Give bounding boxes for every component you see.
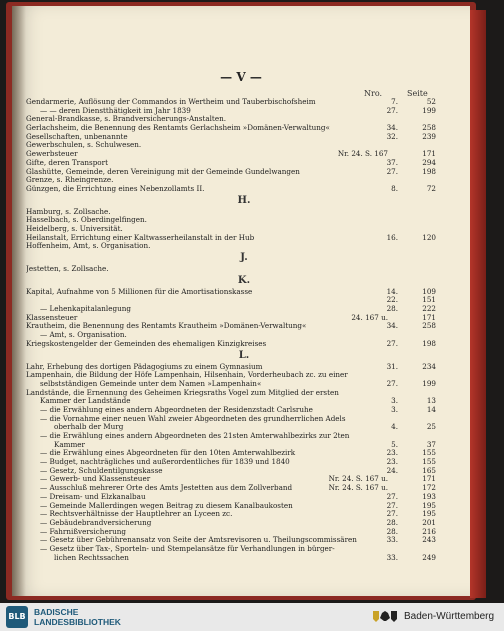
index-entry: [26, 554, 462, 563]
library-name-line2: LANDESBIBLIOTHEK: [34, 617, 121, 627]
entry-text: Lampenhain, die Bildung der Höfe Lampenhain, Hilsenhain, Vorderheubach zc. zu einer: [26, 371, 348, 380]
entry-text: — Gesetz über Gebührenansatz von Seite der Amtsrevisoren u. Theilungscommissären: [40, 536, 357, 545]
entry-number: 7.: [391, 97, 398, 106]
entry-number: 33.: [386, 535, 398, 545]
entry-text: Landstände, die Ernennung des Geheimen Kriegsraths Vogel zum Mitglied der ersten: [26, 388, 339, 397]
entry-text: Kammer: [54, 440, 85, 449]
entry-page: 13: [426, 396, 436, 406]
entry-page: 72: [426, 183, 436, 193]
index-entry: [26, 234, 462, 243]
entry-page: 155: [422, 457, 436, 467]
entry-page: 193: [422, 491, 436, 501]
section-letter: K.: [237, 274, 251, 286]
entry-text: Glashütte, Gemeinde, deren Vereinigung mit der Gemeinde Gundelwangen: [26, 167, 300, 176]
index-entry: [26, 340, 462, 349]
entry-text: — Dreisam- und Elzkanalbau: [40, 492, 146, 501]
index-entry: [26, 208, 462, 217]
entry-page: 14: [426, 404, 436, 414]
entry-text: Hasselbach, s. Oberdingelfingen.: [26, 216, 147, 225]
entry-page: 199: [422, 105, 436, 115]
library-name-line1: BADISCHE: [34, 607, 79, 617]
entry-page: 198: [422, 166, 436, 176]
entry-text: Gesellschaften, unbenannte: [26, 132, 128, 141]
library-name[interactable]: [34, 607, 121, 627]
entry-page: 258: [422, 321, 436, 331]
entry-number: 3.: [391, 404, 398, 414]
entry-text: — Gemeinde Mallerdingen wegen Beitrag zu diesem Kanalbaukosten: [40, 501, 293, 510]
index-entry: [26, 107, 462, 116]
entry-page: 239: [422, 131, 436, 141]
entry-text: — die Erwählung eines Abgeordneten für den 10ten Ämterwahlbezirk: [40, 449, 296, 458]
entry-text: — Budget, nachträgliches und außerordentliches für 1839 und 1840: [40, 458, 290, 467]
section-letter: L.: [238, 349, 250, 361]
entry-text: Jestetten, s. Zollsache.: [26, 265, 109, 273]
entry-reference: Nr. 24. S. 167: [337, 149, 388, 159]
entry-number: 14.: [386, 286, 398, 296]
entry-page: 294: [422, 157, 436, 167]
index-entry: [26, 380, 462, 389]
entry-number: 27.: [386, 509, 398, 519]
entry-text: Günzgen, die Errichtung eines Nebenzollamts II.: [26, 184, 205, 193]
entry-number: 32.: [386, 131, 398, 141]
entry-page: 222: [422, 304, 436, 314]
index-entry: [26, 363, 462, 372]
entry-page: 201: [422, 517, 436, 527]
entry-text: — Gewerb- und Klassensteuer: [40, 475, 151, 484]
entry-text: — Ausschluß mehrerer Orte des Amts Jestetten aus dem Zollverband: [40, 484, 293, 493]
entry-number: 24.: [386, 465, 398, 475]
entry-number: 8.: [391, 183, 398, 193]
book-page: [12, 6, 470, 596]
state-name[interactable]: Baden-Württemberg: [404, 611, 495, 622]
entry-text: — die Erwählung eines andern Abgeordneten des 21sten Ämterwahlbezirks zur 2ten: [40, 432, 350, 440]
index-entry: [26, 467, 462, 476]
entry-text: lichen Rechtssachen: [54, 553, 129, 562]
entry-number: 34.: [386, 321, 398, 331]
entry-number: 27.: [386, 166, 398, 176]
entry-page: 171: [422, 149, 436, 159]
blb-logo-icon[interactable]: BLB: [6, 606, 28, 628]
column-header-seite: Seite: [407, 89, 428, 98]
entry-page: 37: [426, 439, 436, 449]
section-letter: H.: [237, 194, 251, 206]
entry-page: 234: [422, 361, 436, 371]
page-header: — V —: [220, 70, 262, 84]
entry-page: 155: [422, 448, 436, 458]
entry-text: Heidelberg, s. Universität.: [26, 224, 123, 233]
entry-page: 109: [422, 286, 436, 296]
entry-number: 4.: [391, 422, 398, 432]
entry-number: 5.: [391, 439, 398, 449]
entry-text: Krautheim, die Benennung des Rentamts Krautheim »Domänen-Verwaltung«: [26, 322, 307, 331]
entry-page: 52: [426, 97, 436, 106]
index-entry: [26, 141, 462, 150]
index-entry: [26, 185, 462, 194]
entry-number: 27.: [386, 338, 398, 348]
entry-text: — die Erwählung eines andern Abgeordneten der Residenzstadt Carlsruhe: [40, 405, 313, 414]
entry-number: 28.: [386, 526, 398, 536]
entry-text: Hamburg, s. Zollsache.: [26, 207, 111, 216]
entry-text: Gendarmerie, Auflösung der Commandos in Wertheim und Tauberbischofsheim: [26, 98, 316, 106]
entry-text: oberhalb der Murg: [54, 423, 124, 432]
entry-number: 28.: [386, 517, 398, 527]
entry-text: Kriegskostengelder der Gemeinden des ehemaligen Kinzigkreises: [26, 339, 267, 348]
entry-number: 27.: [386, 500, 398, 510]
entry-page: 165: [422, 465, 436, 475]
entry-text: Kapital, Aufnahme von 5 Millionen für die Amortisationskasse: [26, 287, 253, 296]
entry-number: 23.: [386, 448, 398, 458]
entry-text: — — deren Dienstthätigkeit im Jahr 1839: [40, 106, 191, 115]
entry-number: 27.: [386, 105, 398, 115]
entry-text: — Lehenkapitalanlegung: [40, 305, 131, 314]
entry-page: 243: [422, 535, 436, 545]
index-entry: [26, 242, 462, 251]
entry-page: 258: [422, 123, 436, 133]
entry-reference: Nr. 24. S. 167 u.: [328, 474, 388, 484]
entry-text: Heilanstalt, Errichtung einer Kaltwasserheilanstalt in der Hub: [26, 233, 255, 242]
entry-page: 199: [422, 378, 436, 388]
entry-text: Gewerbschulen, s. Schulwesen.: [26, 141, 142, 150]
index-entry: [26, 216, 462, 225]
index-entry: [26, 265, 462, 274]
index-entry: [26, 536, 462, 545]
book-edge: [470, 10, 486, 598]
entry-text: Gewerbsteuer: [26, 150, 78, 159]
entry-page: 120: [422, 232, 436, 242]
entry-number: 27.: [386, 378, 398, 388]
entry-text: — die Vornahme einer neuen Wahl zweier Abgeordneten des grundherrlichen Adels: [40, 414, 346, 423]
entry-page: 198: [422, 338, 436, 348]
entry-number: 28.: [386, 304, 398, 314]
entry-number: 31.: [386, 361, 398, 371]
entry-text: — Gesetz über Tax-, Sporteln- und Stempelansätze für Verhandlungen in bürger-: [40, 544, 335, 553]
entry-page: 172: [422, 483, 436, 493]
page-gutter-shadow: [12, 6, 26, 596]
entry-reference: 24. 167 u.: [351, 312, 388, 322]
entry-text: — Fahrnißversicherung: [40, 527, 126, 536]
entry-text: Lahr, Erhebung des dortigen Pädagogiums zu einem Gymnasium: [26, 362, 263, 371]
index-entry: [26, 406, 462, 415]
entry-text: — Amt, s. Organisation.: [40, 331, 127, 340]
entry-page: 195: [422, 500, 436, 510]
column-header-nr: Nro.: [364, 89, 383, 98]
entry-number: 22.: [386, 295, 398, 305]
entry-number: 27.: [386, 491, 398, 501]
entry-text: Hoffenheim, Amt, s. Organisation.: [26, 242, 151, 251]
entry-page: 195: [422, 509, 436, 519]
footer-bar: [0, 603, 504, 631]
entry-page: 171: [422, 474, 436, 484]
index-entry: [26, 423, 462, 432]
index-entry: [26, 475, 462, 484]
entry-text: Gerlachsheim, die Benennung des Rentamts Gerlachsheim »Domänen-Verwaltung«: [26, 124, 330, 133]
entry-text: — Rechtsverhältnisse der Hauptlehrer an Lyceen zc.: [40, 510, 233, 519]
entry-text: Grenze, s. Rheingrenze.: [26, 176, 114, 185]
section-letter: J.: [240, 252, 248, 263]
entry-page: 171: [422, 312, 436, 322]
entry-page: 151: [422, 295, 436, 305]
entry-text: General-Brandkasse, s. Brandversicherungs-Anstalten.: [26, 115, 226, 124]
entry-text: Klassensteuer: [26, 313, 78, 322]
index-entry: [26, 322, 462, 331]
index-entry: [26, 133, 462, 142]
entry-number: 3.: [391, 396, 398, 406]
entry-reference: Nr. 24. S. 167 u.: [328, 483, 388, 493]
index-entry: [26, 168, 462, 177]
entry-number: 16.: [386, 232, 398, 242]
entry-number: 23.: [386, 457, 398, 467]
index-entries: [26, 98, 462, 562]
entry-text: Kammer der Landstände: [40, 397, 131, 406]
entry-number: 34.: [386, 123, 398, 133]
entry-page: 25: [426, 422, 436, 432]
entry-number: 33.: [386, 552, 398, 562]
entry-text: selbstständigen Gemeinde unter dem Namen »Lampenhain«: [40, 379, 262, 388]
entry-page: 249: [422, 552, 436, 562]
entry-number: 37.: [386, 157, 398, 167]
index-entry: [26, 305, 462, 314]
entry-text: Gifte, deren Transport: [26, 158, 108, 167]
entry-page: 216: [422, 526, 436, 536]
entry-text: — Gesetz, Schuldentilgungskasse: [40, 466, 163, 475]
entry-text: — Gebäudebrandversicherung: [40, 518, 152, 527]
baden-wuerttemberg-crest-icon: [370, 609, 400, 625]
